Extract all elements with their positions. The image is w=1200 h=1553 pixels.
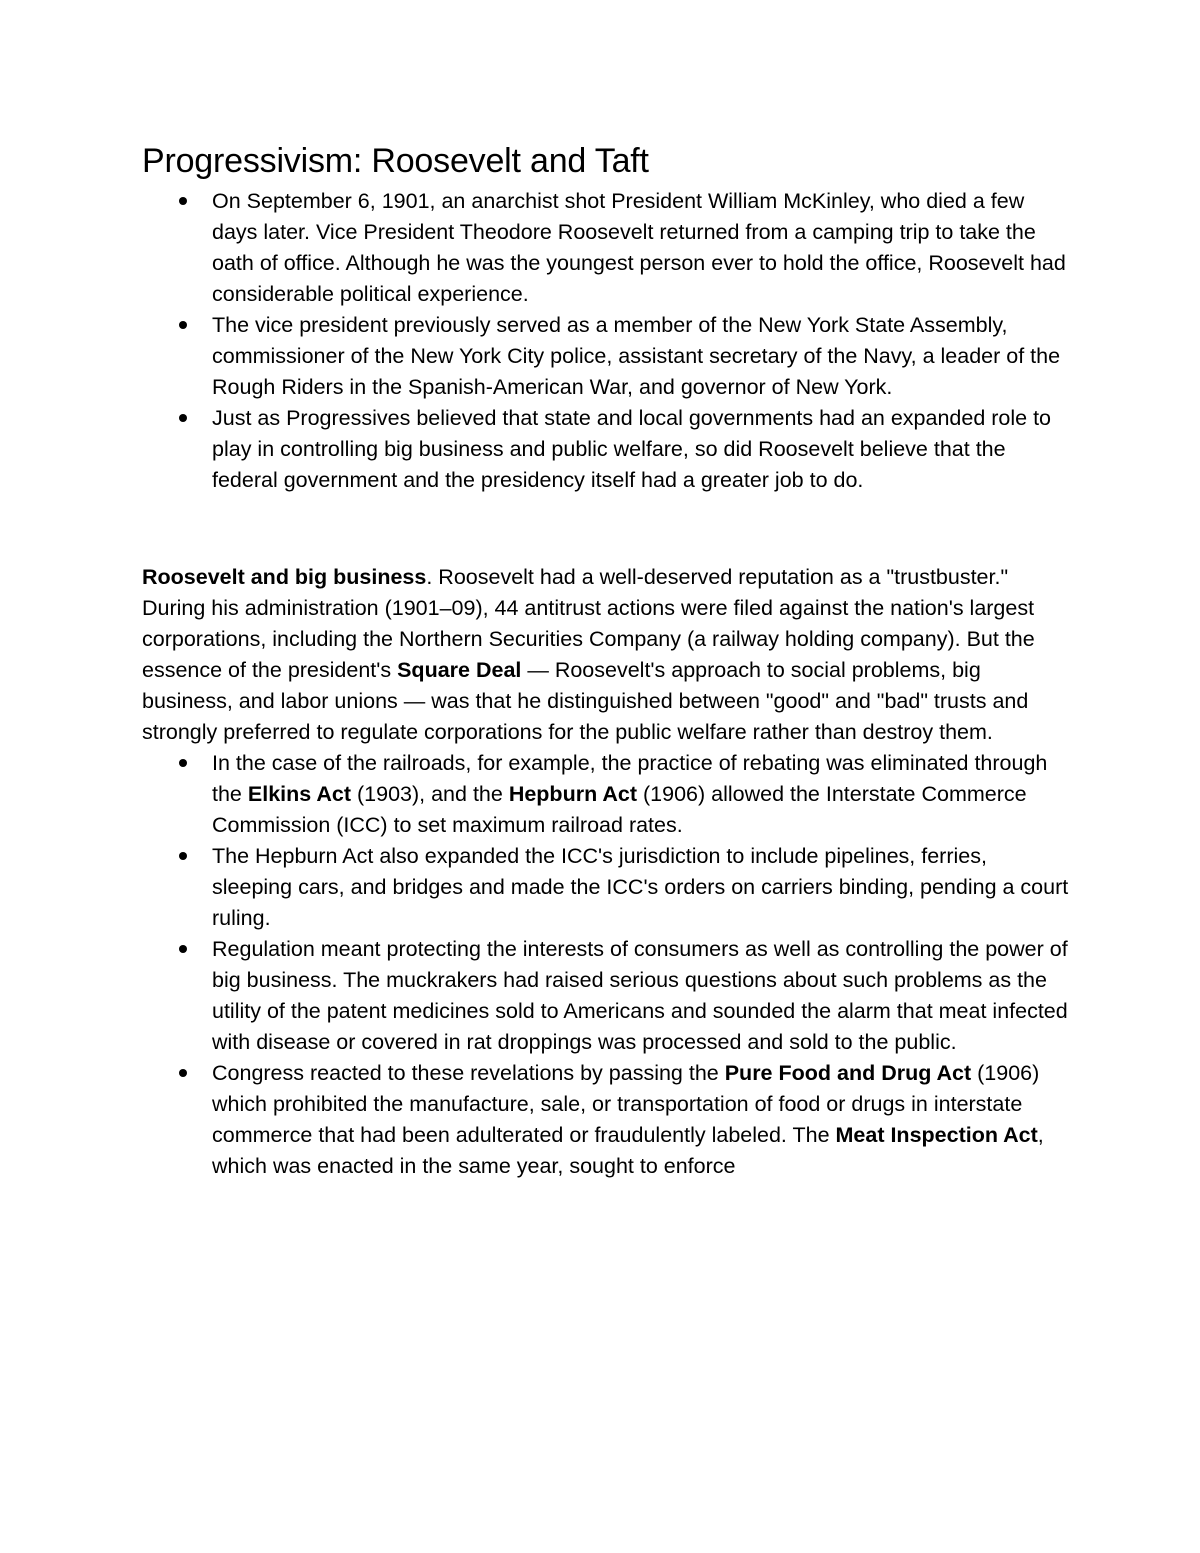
term-square-deal: Square Deal — [397, 658, 522, 682]
bullet-icon — [179, 197, 187, 205]
list-item-text: Regulation meant protecting the interests of consumers as well as controlling the power of big business. The muckrakers had raised serious questions about such problems as the utility of the patent medicines sold to Americans and sounded the alarm that meat infected with disease or covered in rat droppings was processed and sold to the public. — [212, 937, 1068, 1054]
bullet-icon — [179, 945, 187, 953]
paragraph-text: . Roosevelt had a well-deserved reputation as a "trustbuster." During his administration (1901–09), 44 antitrust actions were filed against the nation's largest corporations, including the Northern Securities Company (a railway holding company). But the essence of the president's — [142, 565, 1035, 682]
bullet-icon — [179, 414, 187, 422]
list-item-text: The Hepburn Act also expanded the ICC's jurisdiction to include pipelines, ferries, sleeping cars, and bridges and made the ICC's orders on carriers binding, pending a court ruling. — [212, 844, 1069, 930]
list-item — [142, 310, 1072, 403]
list-item — [142, 748, 1072, 841]
paragraph-text: — Roosevelt's approach to social problems, big business, and labor unions — was that he distinguished between "good" and "bad" trusts and strongly preferred to regulate corporations for the public welfare rather than destroy them. — [142, 658, 1029, 744]
term-pure-food-and-drug-act: Pure Food and Drug Act — [724, 1061, 972, 1085]
list-item-text: (1906) allowed the Interstate Commerce Commission (ICC) to set maximum railroad rates. — [212, 782, 1027, 837]
list-item-text: (1903), and the — [351, 782, 509, 806]
list-item — [142, 403, 1072, 496]
list-item-text: (1906) which prohibited the manufacture, sale, or transportation of food or drugs in interstate commerce that had been adulterated or fraudulently labeled. The — [212, 1061, 1040, 1147]
regulation-bullet-list — [142, 748, 1072, 1182]
list-item-text: On September 6, 1901, an anarchist shot President William McKinley, who died a few days later. Vice President Theodore Roosevelt returned from a camping trip to take the oath of office. Although he was the youngest person ever to hold the office, Roosevelt had considerable political experience. — [212, 189, 1066, 306]
page-title: Progressivism: Roosevelt and Taft — [142, 142, 649, 180]
term-meat-inspection-act: Meat Inspection Act — [835, 1123, 1038, 1147]
list-item-text: In the case of the railroads, for example, the practice of rebating was eliminated through the — [212, 751, 1048, 806]
list-item-text: , which was enacted in the same year, sought to enforce — [212, 1123, 1044, 1178]
intro-bullet-list — [142, 186, 1072, 496]
bullet-icon — [179, 1069, 187, 1077]
list-item-text: The vice president previously served as a member of the New York State Assembly, commissioner of the New York City police, assistant secretary of the Navy, a leader of the Rough Riders in the Spanish-American War, and governor of New York. — [212, 313, 1061, 399]
list-item — [142, 841, 1072, 934]
bullet-icon — [179, 759, 187, 767]
list-item — [142, 934, 1072, 1058]
term-elkins-act: Elkins Act — [247, 782, 352, 806]
list-item — [142, 1058, 1072, 1182]
list-item — [142, 186, 1072, 310]
section-heading: Roosevelt and big business — [142, 565, 427, 589]
big-business-paragraph — [142, 562, 1072, 748]
term-hepburn-act: Hepburn Act — [508, 782, 638, 806]
list-item-text: Congress reacted to these revelations by passing the — [212, 1061, 725, 1085]
bullet-icon — [179, 321, 187, 329]
list-item-text: Just as Progressives believed that state and local governments had an expanded role to play in controlling big business and public welfare, so did Roosevelt believe that the federal government and the presidency itself had a greater job to do. — [212, 406, 1052, 492]
bullet-icon — [179, 852, 187, 860]
document-page — [142, 136, 1072, 1182]
